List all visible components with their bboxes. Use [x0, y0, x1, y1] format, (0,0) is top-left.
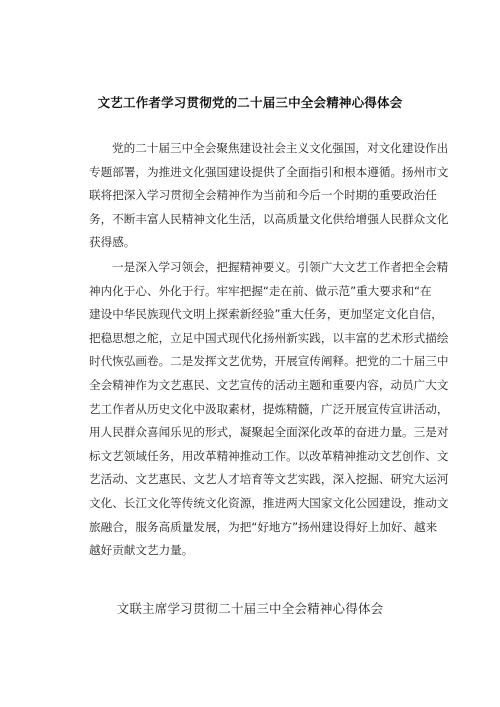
- paragraph-line: 文化、长江文化等传统文化资源，推进两大国家文化公园建设，推动文: [89, 495, 449, 510]
- paragraph-line: 获得感。: [89, 235, 136, 250]
- paragraph-line: 建设中华民族现代文明上探索新经验”重大任务，更加坚定文化自信，: [89, 307, 443, 322]
- paragraph-1: [89, 137, 449, 255]
- paragraph-line: 用人民群众喜闻乐见的形式，凝聚起全面深化改革的奋进力量。三是对: [89, 425, 449, 440]
- paragraph-2: [89, 256, 449, 563]
- paragraph-line: 全会精神作为文艺惠民、文艺宣传的活动主题和重要内容，动员广大文: [89, 377, 449, 392]
- paragraph-line: 旅融合，服务高质量发展，为把“好地方”扬州建设得好上加好、越来: [89, 519, 438, 534]
- next-section-title: 文联主席学习贯彻二十届三中全会精神心得体会: [116, 601, 384, 616]
- paragraph-line: 把稳思想之舵，立足中国式现代化扬州新实践，以丰富的艺术形式描绘: [89, 330, 449, 345]
- paragraph-line: 标文艺领域任务，用改革精神推动工作。以改革精神推动文艺创作、文: [89, 448, 449, 463]
- paragraph-line: 越好贡献文艺力量。: [89, 543, 194, 558]
- paragraph-line: 艺活动、文艺惠民、文艺人才培育等文艺实践，深入挖掘、研究大运河: [89, 472, 449, 487]
- paragraph-line: 一是深入学习领会，把握精神要义。引领广大文艺工作者把全会精: [112, 260, 449, 274]
- paragraph-line: 联将把深入学习贯彻全会精神作为当前和今后一个时期的重要政治任: [89, 188, 437, 203]
- paragraph-line: 党的二十届三中全会聚焦建设社会主义文化强国，对文化建设作出: [112, 141, 449, 155]
- paragraph-line: 时代恢弘画卷。二是发挥文艺优势，开展宣传阐释。把党的二十届三中: [89, 354, 449, 369]
- paragraph-line: 专题部署，为推进文化强国建设提供了全面指引和根本遵循。扬州市文: [89, 164, 449, 179]
- document-title: 文艺工作者学习贯彻党的二十届三中全会精神心得体会: [97, 95, 403, 110]
- paragraph-line: 艺工作者从历史文化中汲取素材，提炼精髓，广泛开展宣传宣讲活动，: [89, 401, 449, 416]
- paragraph-line: 务，不断丰富人民精神文化生活，以高质量文化供给增强人民群众文化: [89, 211, 449, 226]
- paragraph-line: 神内化于心、外化于行。牢牢把握“走在前、做示范”重大要求和“在: [89, 283, 432, 298]
